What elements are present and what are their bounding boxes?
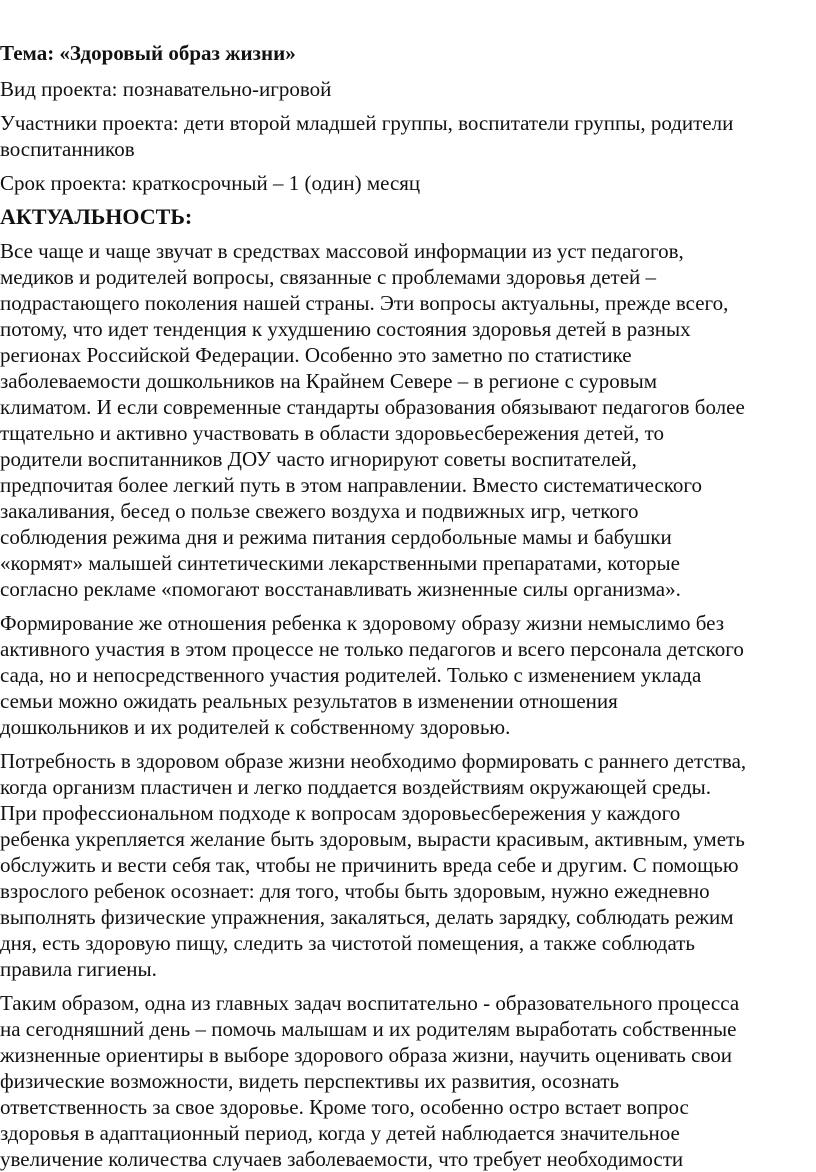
text-line: сада, но и непосредственного участия родителей. Только с изменением уклада (0, 663, 702, 687)
paragraph-2 (0, 610, 802, 740)
text-line: жизненные ориентиры в выборе здорового образа жизни, научить оценивать свои (0, 1043, 732, 1067)
text-line: регионах Российской Федерации. Особенно это заметно по статистике (0, 343, 632, 367)
text-line: При профессиональном подходе к вопросам здоровьесбережения у каждого (0, 801, 681, 825)
text-line: активного участия в этом процессе не только педагогов и всего персонала детского (0, 637, 744, 661)
text-line: соблюдения режима дня и режима питания сердобольные мамы и бабушки (0, 525, 672, 549)
text-line: Потребность в здоровом образе жизни необходимо формировать с раннего детства, (0, 749, 747, 773)
paragraph-4 (0, 990, 802, 1172)
section-heading: АКТУАЛЬНОСТЬ: (0, 204, 193, 229)
project-type: Вид проекта: познавательно-игровой (0, 77, 332, 101)
text-line: медиков и родителей вопросы, связанные с проблемами здоровья детей – (0, 265, 657, 289)
text-line: физические возможности, видеть перспективы их развития, осознать (0, 1069, 620, 1093)
text-line: согласно рекламе «помогают восстанавливать жизненные силы организма». (0, 577, 681, 601)
project-participants (0, 110, 802, 162)
text-line: дня, есть здоровую пищу, следить за чистотой помещения, а также соблюдать (0, 931, 696, 955)
text-line: климатом. И если современные стандарты образования обязывают педагогов более (0, 395, 745, 419)
text-line: заболеваемости дошкольников на Крайнем Севере – в регионе с суровым (0, 369, 658, 393)
text-line: увеличение количества случаев заболеваемости, что требует необходимости (0, 1147, 684, 1171)
text-line: «кормят» малышей синтетическими лекарственными препаратами, которые (0, 551, 680, 575)
text-line: правила гигиены. (0, 957, 157, 981)
text-line: предпочитая более легкий путь в этом направлении. Вместо систематического (0, 473, 702, 497)
paragraph-3 (0, 748, 802, 982)
text-line: родители воспитанников ДОУ часто игнорируют советы воспитателей, (0, 447, 637, 471)
text-line: потому, что идет тенденция к ухудшению состояния здоровья детей в разных (0, 317, 691, 341)
paragraph-1 (0, 238, 802, 602)
text-line: ответственность за свое здоровье. Кроме того, особенно остро встает вопрос (0, 1095, 689, 1119)
text-line: на сегодняшний день – помочь малышам и их родителям выработать собственные (0, 1017, 737, 1041)
text-line: Таким образом, одна из главных задач воспитательно - образовательного процесса (0, 991, 740, 1015)
participants-line: Участники проекта: дети второй младшей группы, воспитатели группы, родители (0, 111, 734, 135)
text-line: семьи можно ожидать реальных результатов в изменении отношения (0, 689, 618, 713)
participants-line: воспитанников (0, 137, 135, 161)
text-line: ребенка укрепляется желание быть здоровым, вырасти красивым, активным, уметь (0, 827, 745, 851)
text-line: взрослого ребенок осознает: для того, чтобы быть здоровым, нужно ежедневно (0, 879, 710, 903)
text-line: тщательно и активно участвовать в области здоровьесбережения детей, то (0, 421, 665, 445)
text-line: Формирование же отношения ребенка к здоровому образу жизни немыслимо без (0, 611, 725, 635)
project-duration: Срок проекта: краткосрочный – 1 (один) месяц (0, 171, 421, 195)
text-line: обслужить и вести себя так, чтобы не причинить вреда себе и другим. С помощью (0, 853, 739, 877)
text-line: Все чаще и чаще звучат в средствах массовой информации из уст педагогов, (0, 239, 684, 263)
text-line: выполнять физические упражнения, закаляться, делать зарядку, соблюдать режим (0, 905, 734, 929)
text-line: здоровья в адаптационный период, когда у детей наблюдается значительное (0, 1121, 680, 1145)
text-line: дошкольников и их родителей к собственному здоровью. (0, 715, 511, 739)
text-line: закаливания, бесед о пользе свежего воздуха и подвижных игр, четкого (0, 499, 639, 523)
text-line: подрастающего поколения нашей страны. Эти вопросы актуальны, прежде всего, (0, 291, 729, 315)
document-title: Тема: «Здоровый образ жизни» (0, 41, 296, 65)
text-line: когда организм пластичен и легко поддается воздействиям окружающей среды. (0, 775, 711, 799)
